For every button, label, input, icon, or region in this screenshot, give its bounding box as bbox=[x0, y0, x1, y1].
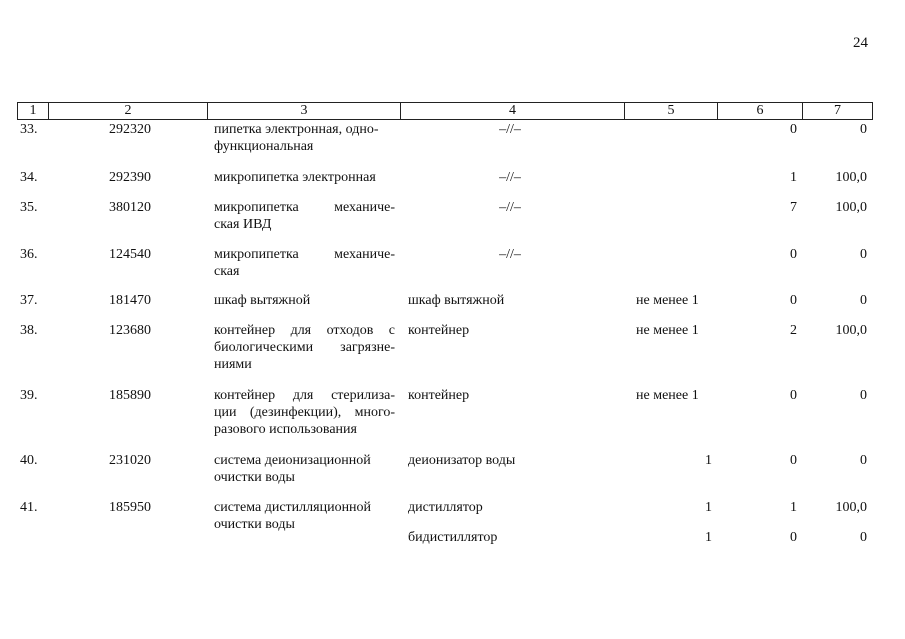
row-equipment: –//– bbox=[499, 170, 521, 185]
row-name-line: микропипетка механиче- bbox=[214, 247, 395, 262]
header-col-7: 7 bbox=[834, 103, 841, 118]
row-col6: 0 bbox=[790, 530, 797, 545]
row-equipment: деионизатор воды bbox=[408, 453, 516, 468]
header-col-4: 4 bbox=[509, 103, 516, 118]
header-col-3: 3 bbox=[300, 103, 308, 118]
row-name-line: ская bbox=[214, 264, 240, 279]
row-equipment: контейнер bbox=[408, 388, 470, 403]
row-col7: 0 bbox=[860, 388, 867, 403]
row-col6: 7 bbox=[790, 200, 797, 215]
row-name-line: микропипетка электронная bbox=[214, 170, 376, 185]
row-number: 41. bbox=[20, 500, 38, 515]
header-col-2: 2 bbox=[124, 103, 132, 118]
row-name-line: шкаф вытяжной bbox=[214, 293, 311, 308]
row-name-line: микропипетка механиче- bbox=[214, 200, 395, 215]
header-col-1: 1 bbox=[29, 103, 37, 118]
row-name-line: ниями bbox=[214, 357, 252, 372]
row-name-line: система дистилляционной bbox=[214, 500, 372, 515]
row-col7: 0 bbox=[860, 293, 867, 308]
row-code: 185950 bbox=[109, 500, 151, 515]
row-number: 38. bbox=[20, 323, 38, 338]
row-equipment: контейнер bbox=[408, 323, 470, 338]
row-code: 292390 bbox=[109, 170, 151, 185]
row-quantity: 1 bbox=[705, 530, 712, 545]
row-number: 39. bbox=[20, 388, 38, 403]
row-name-line: контейнер для отходов с bbox=[214, 323, 395, 338]
row-name-line: пипетка электронная, одно- bbox=[214, 122, 379, 137]
row-number: 36. bbox=[20, 247, 38, 262]
row-col7: 0 bbox=[860, 453, 867, 468]
row-equipment: –//– bbox=[499, 247, 521, 262]
row-col7: 0 bbox=[860, 247, 867, 262]
row-name-line: система деионизационной bbox=[214, 453, 371, 468]
row-col7: 0 bbox=[860, 122, 867, 137]
row-col6: 0 bbox=[790, 453, 797, 468]
row-col6: 2 bbox=[790, 323, 797, 338]
row-number: 33. bbox=[20, 122, 38, 137]
row-name-line: очистки воды bbox=[214, 470, 295, 485]
row-name-line: биологическими загрязне- bbox=[214, 340, 395, 355]
row-number: 35. bbox=[20, 200, 38, 215]
row-code: 123680 bbox=[109, 323, 151, 338]
row-col7: 100,0 bbox=[835, 200, 867, 215]
row-name-line: функциональная bbox=[214, 139, 314, 154]
row-name-line: очистки воды bbox=[214, 517, 295, 532]
row-col7: 0 bbox=[860, 530, 867, 545]
row-quantity: не менее 1 bbox=[636, 388, 699, 403]
row-equipment: –//– bbox=[499, 122, 521, 137]
row-code: 292320 bbox=[109, 122, 151, 137]
row-name-line: ции (дезинфекции), много- bbox=[214, 405, 395, 420]
row-equipment: бидистиллятор bbox=[408, 530, 498, 545]
row-col6: 0 bbox=[790, 388, 797, 403]
page-number: 24 bbox=[853, 35, 868, 51]
row-col6: 1 bbox=[790, 170, 797, 185]
row-code: 380120 bbox=[109, 200, 151, 215]
row-number: 40. bbox=[20, 453, 38, 468]
row-equipment: шкаф вытяжной bbox=[408, 293, 505, 308]
row-col6: 0 bbox=[790, 122, 797, 137]
table-header bbox=[17, 102, 873, 120]
row-col6: 0 bbox=[790, 293, 797, 308]
row-code: 124540 bbox=[109, 247, 151, 262]
row-col7: 100,0 bbox=[835, 170, 867, 185]
row-col7: 100,0 bbox=[835, 500, 867, 515]
row-equipment: дистиллятор bbox=[408, 500, 483, 515]
row-code: 185890 bbox=[109, 388, 151, 403]
row-quantity: 1 bbox=[705, 453, 712, 468]
row-col6: 0 bbox=[790, 247, 797, 262]
header-col-5: 5 bbox=[667, 103, 675, 118]
row-name-line: контейнер для стерилиза- bbox=[214, 388, 395, 403]
row-col7: 100,0 bbox=[835, 323, 867, 338]
row-col6: 1 bbox=[790, 500, 797, 515]
row-quantity: 1 bbox=[705, 500, 712, 515]
row-quantity: не менее 1 bbox=[636, 293, 699, 308]
row-name-line: разового использования bbox=[214, 422, 357, 437]
row-code: 231020 bbox=[109, 453, 151, 468]
row-equipment: –//– bbox=[499, 200, 521, 215]
row-number: 34. bbox=[20, 170, 38, 185]
row-quantity: не менее 1 bbox=[636, 323, 699, 338]
row-name-line: ская ИВД bbox=[214, 217, 272, 232]
row-number: 37. bbox=[20, 293, 38, 308]
header-col-6: 6 bbox=[756, 103, 764, 118]
row-code: 181470 bbox=[109, 293, 151, 308]
